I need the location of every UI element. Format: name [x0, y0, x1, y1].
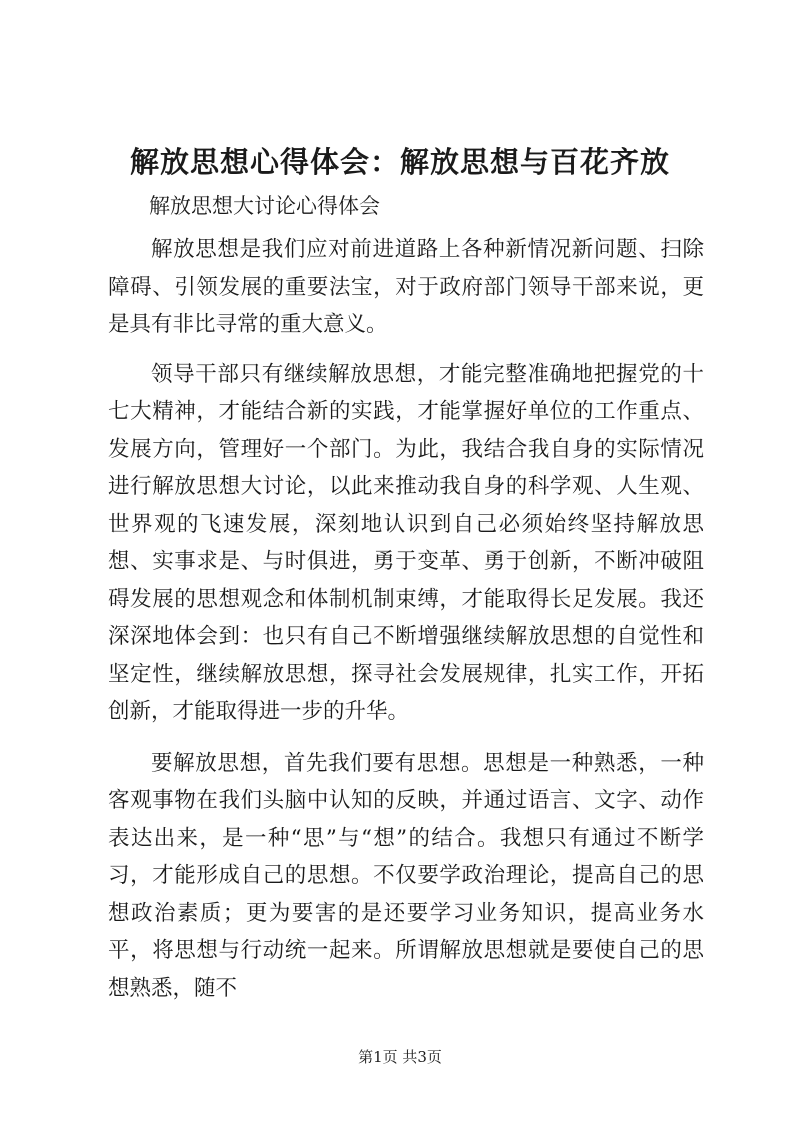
body-paragraph: 领导干部只有继续解放思想，才能完整准确地把握党的十七大精神，才能结合新的实践，才能掌握好单位的工作重点、发展方向，管理好一个部门。为此，我结合我自身的实际情况进行解放思想大讨论，以此来推动我自身的科学观、人生观、世界观的飞速发展，深刻地认识到自己必须始终坚持解放思想、实事求是、与时俱进，勇于变革、勇于创新，不断冲破阻碍发展的思想观念和体制机制束缚，才能取得长足发展。我还深深地体会到：也只有自己不断增强继续解放思想的自觉性和坚定性，继续解放思想，探寻社会发展规律，扎实工作，开拓创新，才能取得进一步的升华。	[108, 361, 704, 724]
document-body	[108, 231, 704, 1007]
page-number-footer: 第1页 共3页	[358, 1048, 442, 1066]
document-title: 解放思想心得体会：解放思想与百花齐放	[129, 145, 670, 179]
body-paragraph: 要解放思想，首先我们要有思想。思想是一种熟悉，一种客观事物在我们头脑中认知的反映，并通过语言、文字、动作表达出来，是一种“思”与“想”的结合。我想只有通过不断学习，才能形成自己的思想。不仅要学政治理论，提高自己的思想政治素质；更为要害的是还要学习业务知识，提高业务水平，将思想与行动统一起来。所谓解放思想就是要使自己的思想熟悉，随不	[108, 750, 704, 1001]
document-subtitle: 解放思想大讨论心得体会	[149, 194, 380, 218]
body-paragraph: 解放思想是我们应对前进道路上各种新情况新问题、扫除障碍、引领发展的重要法宝，对于政府部门领导干部来说，更是具有非比寻常的重大意义。	[108, 237, 704, 337]
